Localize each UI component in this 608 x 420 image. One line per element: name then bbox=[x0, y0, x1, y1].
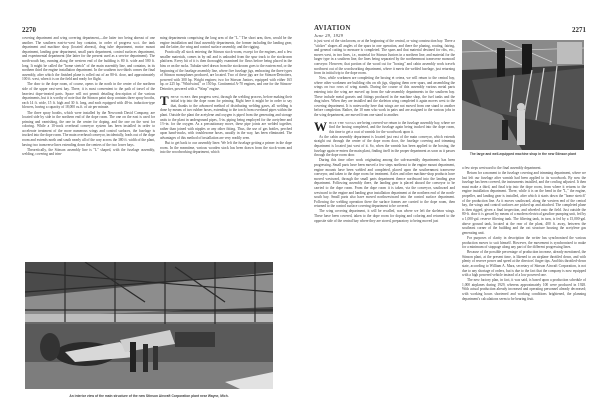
paragraph-with-dropcap bbox=[314, 118, 455, 135]
publication-date: June 29, 1929 bbox=[314, 33, 344, 38]
publication-header bbox=[314, 25, 351, 39]
right-page bbox=[304, 0, 608, 420]
paragraph: Now, while workmen are completing the boxing et cetera, we will return to the central bay, where other workmen are building ribs on rib jigs, slipping them over spars, and assembling the wings on two rows of wing stands. During the course of this assembly various metal parts entering into the wing are moved up from the sub-assembly departments in the southern bay. These include metal gussets and fittings produced in the machine shop, the fuel tanks and the drag tubes. When they are installed and the skeleton wing completed it again moves west to the covering department. It is noteworthy here that wings are not moved from one stand to another before completion. Rather, the 10 men who work in pairs and are assigned to the various jobs in the wing department, are moved from one stand to another. bbox=[314, 76, 455, 117]
paragraph: covering department and wing covering department,—the latter two being abreast of one another. The southern east-to-west bay contains, in order of progress w.r.t. the tank department and machine shop (located abreast), drag tube department, motor mount department, landing gear department, small parts department, control surfaces department, and experimental department (the latter for the present used as a service department). The north-south bay, running along the western end of the building is 80 ft. wide and 580 ft. long. It might be called the "home stretch" of the main assembly line, and contains, in its northern third the engine installation department. In the southern two-thirds comes the final assembly, after which the finished plane is rolled out of an 80-ft. door, and approximately 100 ft. west, when it is on the field and ready for flight. bbox=[22, 36, 155, 82]
paragraph: For purposes of clarity in description the writer has synchronized the various production moves to suit himself. However, the movement is synchronized to make for a minimum of stoppage along any part of the different progressing lines. bbox=[462, 235, 586, 250]
paragraph: During this time other work originating among the sub-assembly departments has been progressing. Small parts have been moved a few steps northeast to the engine mount department, engine mounts have been welded and completed, placed upon the southernmost transverse conveyor, and taken to the dope room for treatment. Axles and other machine-shop products have moved westward, through the small parts department thence northward into the landing gear department. Following assembly there, the landing gear is placed aboard the conveyor to be carried to the dope room. From the dope room it is taken, via the conveyor, southward and westward to the engine and landing gear installation department at the northern end of the north-south bay. Small parts also have moved northwestward into the control surface department. Following the welding operation there the surface frames are carried to the dope room, then returned to the control surface covering department to be covered. bbox=[314, 158, 455, 209]
left-page-column-2 bbox=[160, 36, 292, 254]
paragraph: Practically all stock entering the Stinson stock-room, except for the engines, and a few smaller materials, comes in by rail and is unloaded from the spur track to the stockroom platform. Every bit of it is then thoroughly examined for flaws before being placed in the bins or on the racks. Tubular steel drawn from the stockroom goes to the eastern end, or the beginning of the fuselage assembly line, where five fuselage jigs, embracing the three types of Stinson monoplanes produced, are located. Two of these jigs are for Stinson-Detroiters, powered with 300 hp. Wright engines; two for Stinson Juniors, equipped with either 165 hp. or 225 hp. "Whirlwind," or 150 hp. Continental A-70 engines, and one for the Stinson-Detroiter, powered with a "Wasp" engine. bbox=[160, 50, 292, 92]
paragraph-with-dropcap bbox=[160, 92, 292, 141]
drop-cap: W bbox=[314, 118, 327, 134]
paragraph: Because of the possible percentage of production increase, already mentioned, the Stinson plant, at the present time, is likened to an airplane throttled down, and with plenty of reserve power and speed at the directors' finger tips. And this throttled-down state, according to William A. Mara, secretary of Stinson Aircraft Corporation, is not due to any shortage of orders, but is due to the fact that the company is now equipped with a high powered vehicle instead of a low powered one. bbox=[462, 250, 586, 278]
paragraph: is just west of the stockroom, or at the beginning of the central, or wing construction bay. There a "sticker" shapes all angles of the spars in one operation, and there the planing, routing, fairing, and general cutting to measure is completed. The spars and that material destined for ribs, etc., moves west, in two lines, i.e., material for Stinson Juniors in a northern line, and material for the larger type in a southern line, the lines being separated by the northernmost transverse monorail conveyor. However, that portion of the wood cut for "boxing" and cabin assembly work travels northwest out of the woodworking department, where it meets the welded fuselage, just returning from its initial trip to the dope room. bbox=[314, 39, 455, 76]
paragraph: As the cabin assembly department is located just east of the main conveyor, which extends straight out through the center of the dope room door, the fuselage covering and trimming department is located just west of it. So, when the varnish has been applied to the boxing, the fuselage again re-enters the main plant, finding itself in the proper department as soon as it passes through the dope room door. bbox=[314, 134, 455, 158]
page-number-left: 2270 bbox=[22, 26, 36, 34]
machine-shop-photo bbox=[462, 40, 584, 150]
paragraph-text: are being covered we return to the fuselage assembly bay, where we find the boxing completed, and the fuselage again being trucked into the dope room, this time to get a coat of varnish for the woodwork upon it. bbox=[329, 120, 455, 134]
right-page-column-2 bbox=[462, 166, 586, 411]
photo-caption: The large and well-equipped machine shop in the new Stinson plant bbox=[469, 152, 577, 156]
paragraph: a few steps westward to the final assembly department. bbox=[462, 166, 542, 170]
factory-interior-illustration bbox=[25, 262, 273, 389]
left-page-column-1 bbox=[22, 36, 155, 254]
paragraph: The new factory plan, in fact, it was said, is based upon a production schedule of 1,000 airplanes during 1929, whereas approximately 100 were produced in 1928. With actual production already increased and operating personnel already decreased; with working hours shortened and working conditions brightened, the planning department's calculations seem to be bearing fruit. bbox=[462, 278, 586, 301]
right-page-column-1 bbox=[314, 39, 455, 411]
paragraph: The wing covering department, it will be recalled, was where we left the skeleton wings. These have been covered, taken to the dope room for doping and coloring and returned to the opposite side of the central bay where they are stored, preparatory to being moved just bbox=[314, 209, 455, 223]
publication-title: AVIATION bbox=[314, 24, 351, 32]
paragraph-text: then progress west, through the welding process, before making their initial trip into the dope room for priming. Right here it might be in order to say that, thanks to the advanced method of distributing welding gases, all welding is done by means of two rubber hoses, extending to the torch from overhead pipes within the plant. Outside the plant the acetylene and oxygen is piped from the generating and storage units to the plant in underground pipes, 3-in. piping being employed for the acetylene and 1½-in. for the oxygen. As a precautionary move, these pipe joints are welded together, rather than joined with nipples or any other fitting. Thus, the use of gas bottles, perched upon hand-trucks, with troublesome hoses, usually in the way, has been eliminated. The advantages of this method of installation are very readily seen. bbox=[160, 94, 292, 140]
drop-cap: T bbox=[160, 92, 169, 108]
factory-interior-photo bbox=[25, 262, 273, 389]
paragraph: But to get back to our assembly lines: We left the fuselage getting a primer in the dope room. In the meantime, various wooden stock has been drawn from the stock-room and into the woodworking department, which bbox=[160, 141, 292, 155]
paragraph: ming departments comprising the long arm of the "L." The short arm, then, would be the engine installation and final assembly departments, the former including the landing gear, and the latter, the wing and control surface assembly, and the rigging. bbox=[160, 36, 292, 50]
paragraph: The three spray booths, which were installed by the Newcomb David Company, are located side by side in the northern end of the dope room. The one on the east is used for priming and varnishing, the one in the center for doping, and the one on the west for coloring. While a 10-track overhead conveyor system has been installed in order to accelerate treatment of the more numerous wings and control surfaces, the fuselage is trucked into the dope room. The main overhead conveyor, incidentally, leads out of the dope room and extends north and south nearly all of the way across the 380 ft. width of the plant, having two transverse lines extending down the centers of the two lower bays. bbox=[22, 110, 155, 147]
page-number-right: 2271 bbox=[572, 26, 586, 34]
machine-shop-illustration bbox=[462, 40, 584, 150]
lead-in: hile the wings bbox=[329, 120, 357, 125]
lead-in: hese tubes bbox=[170, 94, 191, 99]
paragraph: The door to the dope room, of course, opens to the north in the center of the northern side of the upper east-west bay. There, it is most convenient to the path of travel of the heaviest dope-treated parts. Space will not permit detailing description of the various departments, but it is worthy of note that the Stinson paint shop contains three spray booths, each 14 ft. wide, 15 ft. high and 30 ft. long, and each equipped with 48-in. induction-type blowers, having a capacity of 18,000 cu.ft. of air per minute. bbox=[22, 82, 155, 110]
paragraph: Theoretically, the Stinson assembly line is "L" shaped, with the fuselage assembly, welding, covering and trim- bbox=[22, 147, 155, 157]
photo-caption: An interior view of the main structure of the new Stinson Aircraft Corporation plant near Wayne, Mich. bbox=[69, 394, 229, 398]
paragraph: Return for a moment to the fuselage covering and trimming department, where we last left our fuselage after varnish had been applied to its woodwork. By now the fuselage has been covered, the instruments installed, and the cowling adjusted. It then must make a third, and final trip into the dope room, from where it returns to the engine installation department. There, while it is on the bend in the "L," the engine, propeller, and landing gear is installed, after which it starts down the "home stretch" of the production line. As it moves southward, along the western end of the central bay, the wings and control surfaces are picked up and attached. The completed plane is then rigged, given a final inspection, and wheeled onto the field. Just outside the 80-ft. door it is gassed by means of a modern electrical gasoline pumping unit, fed by a 1,000-gal. reserve filtering tank. The filtering tank, in turn, is fed by a 15,000-gal. above ground tank, located at the rear of the plant, 400 ft. away, between the southeast corner of the building and the oxt structure housing the acetylene gas generating unit. bbox=[462, 171, 586, 235]
